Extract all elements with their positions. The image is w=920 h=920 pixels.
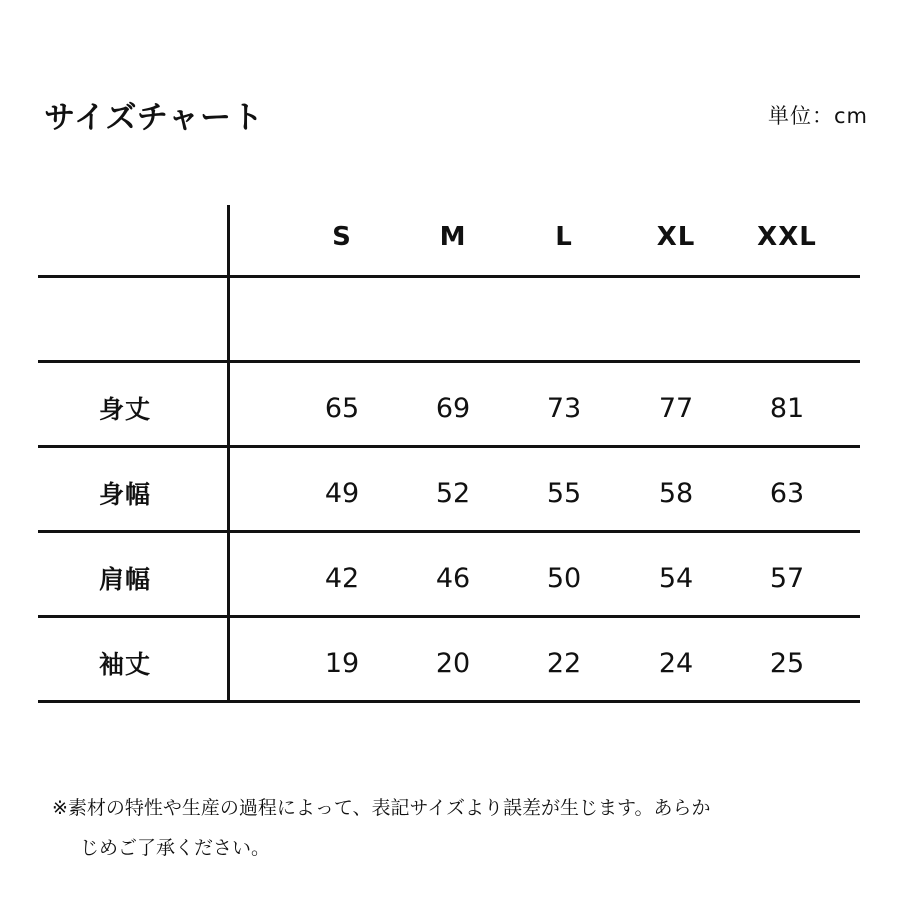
- size-header-xl: XL: [656, 222, 696, 252]
- table-vertical-divider: [227, 205, 230, 703]
- table-divider: [38, 360, 860, 363]
- size-header-l: L: [555, 222, 573, 252]
- row-label-width: 身幅: [98, 480, 151, 509]
- table-cell: 52: [435, 477, 471, 509]
- table-cell: 50: [546, 562, 582, 594]
- row-label-shoulder: 肩幅: [98, 565, 151, 594]
- table-divider: [38, 700, 860, 703]
- table-cell: 49: [324, 477, 360, 509]
- page-title: サイズチャート: [44, 100, 264, 136]
- size-header-m: M: [439, 222, 467, 252]
- table-cell: 81: [769, 392, 805, 424]
- table-cell: 63: [769, 477, 805, 509]
- table-cell: 58: [658, 477, 694, 509]
- unit-label: 単位：cm: [767, 104, 868, 128]
- table-cell: 24: [658, 647, 694, 679]
- table-cell: 77: [658, 392, 694, 424]
- note-line-1: ※素材の特性や生産の過程によって、表記サイズより誤差が生じます。あらか: [52, 797, 711, 819]
- table-cell: 46: [435, 562, 471, 594]
- table-cell: 73: [546, 392, 582, 424]
- table-cell: 22: [546, 647, 582, 679]
- size-header-xxl: XXL: [757, 222, 817, 252]
- table-divider: [38, 530, 860, 533]
- table-cell: 42: [324, 562, 360, 594]
- table-divider: [38, 275, 860, 278]
- size-table: [38, 205, 860, 705]
- row-label-sleeve: 袖丈: [98, 650, 151, 679]
- row-label-length: 身丈: [98, 395, 151, 424]
- table-cell: 20: [435, 647, 471, 679]
- table-cell: 25: [769, 647, 805, 679]
- table-cell: 65: [324, 392, 360, 424]
- note-line-2: じめご了承ください。: [80, 837, 271, 859]
- table-cell: 69: [435, 392, 471, 424]
- table-cell: 19: [324, 647, 360, 679]
- table-cell: 54: [658, 562, 694, 594]
- table-divider: [38, 615, 860, 618]
- table-cell: 57: [769, 562, 805, 594]
- table-divider: [38, 445, 860, 448]
- size-header-s: S: [332, 222, 352, 252]
- table-cell: 55: [546, 477, 582, 509]
- disclaimer-note: [52, 788, 882, 868]
